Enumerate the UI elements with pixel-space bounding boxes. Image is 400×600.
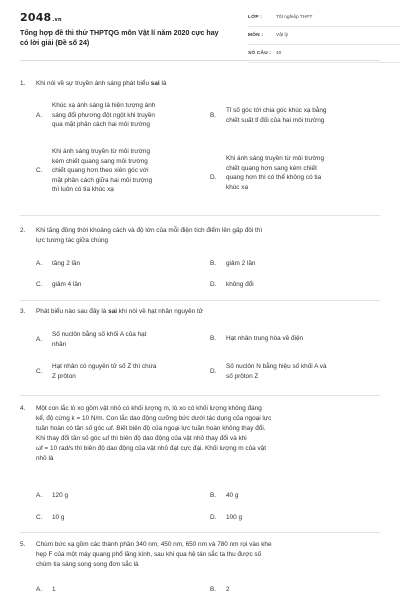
option-text xyxy=(52,147,217,195)
option-4b[interactable] xyxy=(210,491,380,501)
option-letter: C. xyxy=(36,281,43,288)
site-logo[interactable] xyxy=(20,11,62,24)
option-text xyxy=(226,334,378,344)
option-letter: A. xyxy=(36,260,43,267)
option-letter: D. xyxy=(210,514,217,521)
option-letter: D. xyxy=(210,174,217,182)
meta-value: Vật lý xyxy=(276,33,288,38)
question-text xyxy=(36,404,379,464)
option-3d[interactable] xyxy=(210,362,380,382)
option-letter: D. xyxy=(210,367,217,375)
meta-value: 40 xyxy=(276,51,282,56)
option-letter: B. xyxy=(210,335,217,342)
question-number: 3. xyxy=(20,308,26,315)
question-text-emphasis: sai xyxy=(108,308,118,315)
option-4d[interactable] xyxy=(210,513,380,523)
question-divider xyxy=(20,395,380,396)
option-2b[interactable] xyxy=(210,259,380,269)
question-text-part: Phát biểu nào sau đây là xyxy=(36,308,109,315)
option-text: 2 xyxy=(226,586,230,593)
question-line: hẹp F của một máy quang phổ lăng kính, sau khi qua hệ tán sắc ta thu được số xyxy=(36,551,262,558)
option-text xyxy=(226,106,384,125)
question-number: 4. xyxy=(20,405,26,412)
question-line: Một con lắc lò xo gồm vật nhỏ có khối lượng m, lò xo có khối lượng không đáng xyxy=(36,405,262,412)
option-line: Khi ánh sáng truyền từ môi trường xyxy=(52,148,151,155)
question-text-part: khi nói về hạt nhân nguyên tử xyxy=(117,308,204,315)
question-text-part: Khi nói về sự truyền ánh sáng phát biểu xyxy=(36,80,151,87)
logo-sub: .vn xyxy=(52,17,62,23)
option-line: Hạt nhân có nguyên tử số Z thì chứa xyxy=(52,363,157,370)
option-text: 1 xyxy=(52,586,56,593)
option-text xyxy=(226,154,384,192)
option-letter: C. xyxy=(36,514,43,521)
option-text xyxy=(52,362,204,381)
option-1c[interactable] xyxy=(36,147,216,203)
option-text: 120 g xyxy=(52,492,68,499)
logo-main: 2048 xyxy=(20,11,52,24)
meta-key: MÔN : xyxy=(248,33,264,38)
question-divider xyxy=(20,215,380,216)
option-letter: D. xyxy=(210,281,217,288)
option-text: không đổi xyxy=(226,281,254,288)
meta-row-count xyxy=(248,48,400,63)
question-number: 2. xyxy=(20,227,26,234)
question-line: lực tương tác giữa chúng xyxy=(36,237,109,244)
option-line: Khi ánh sáng truyền từ môi trường xyxy=(226,155,325,162)
option-4c[interactable] xyxy=(36,513,206,523)
option-letter: A. xyxy=(36,586,43,593)
question-line: Khi tăng đồng thời khoảng cách và độ lớn của mỗi điện tích điểm lên gấp đôi thì xyxy=(36,227,263,234)
meta-key: SỐ CÂU : xyxy=(248,51,272,56)
option-line: chiết suất tỉ đối của hai môi trường xyxy=(226,116,325,124)
option-line: số prôton Z xyxy=(226,372,259,380)
option-letter: A. xyxy=(36,335,43,343)
option-1b[interactable] xyxy=(210,106,382,136)
question-line: kể, độ cứng k = 10 N/m. Con lắc dao động cưỡng bức dưới tác dụng của ngoại lực xyxy=(36,415,272,422)
question-line: Chùm bức xạ gồm các thành phần 340 nm, 450 nm, 650 nm và 780 nm rọi vào khe xyxy=(36,541,272,548)
option-1a[interactable] xyxy=(36,101,216,141)
option-line: Hạt nhân trung hòa về điện xyxy=(226,335,304,342)
option-letter: A. xyxy=(36,492,43,499)
option-letter: B. xyxy=(210,111,217,119)
option-line: chiết quang hơn sang kém chiết xyxy=(226,164,317,172)
option-line: khúc xạ xyxy=(226,183,249,191)
meta-row-subject xyxy=(248,30,400,45)
option-line: quang hơn thì có thể không có tia xyxy=(226,174,322,182)
option-text: 10 g xyxy=(52,514,65,521)
option-3a[interactable] xyxy=(36,330,206,350)
question-text xyxy=(36,307,379,317)
option-line: Khúc xạ ánh sáng là hiện tượng ánh xyxy=(52,102,156,109)
option-2a[interactable] xyxy=(36,259,206,269)
option-1d[interactable] xyxy=(210,154,382,196)
option-text: giảm 4 lần xyxy=(52,281,82,288)
question-divider xyxy=(20,300,380,301)
option-letter: A. xyxy=(36,111,43,119)
question-text xyxy=(36,226,379,246)
option-line: thì luôn có tia khúc xạ xyxy=(52,186,114,194)
question-line: ωf = 10 rad/s thì biên độ dao động của vật nhỏ đạt cực đại. Khối lượng m của vật xyxy=(36,445,267,452)
option-text: 100 g xyxy=(226,514,242,521)
question-line: nhỏ là xyxy=(36,455,54,462)
option-letter: B. xyxy=(210,492,217,499)
option-line: mặt phân cách giữa hai môi trường xyxy=(52,176,153,184)
option-text: tăng 2 lần xyxy=(52,260,81,267)
option-line: qua mặt phân cách hai môi trường xyxy=(52,121,150,129)
option-5a[interactable] xyxy=(36,585,206,595)
option-letter: B. xyxy=(210,260,217,267)
option-line: Số nuclôn N bằng hiệu số khối A và xyxy=(226,363,327,370)
question-text-part: là xyxy=(159,80,167,87)
question-line: chùm tia sáng song song đơn sắc là xyxy=(36,561,139,568)
question-text xyxy=(36,540,379,570)
question-divider xyxy=(20,532,380,533)
option-3c[interactable] xyxy=(36,362,206,382)
option-line: sáng đổi phương đột ngột khi truyền xyxy=(52,111,155,119)
option-3b[interactable] xyxy=(210,334,380,344)
document-title-line: có lời giải (Đề số 24) xyxy=(20,39,90,47)
option-line: Z prôton xyxy=(52,372,76,380)
question-line: Khi thay đổi tần số góc ωf thì biên độ dao động của vật nhỏ thay đổi và khi xyxy=(36,435,247,442)
question-text xyxy=(36,79,379,89)
option-line: Số nuclôn bằng số khối A của hạt xyxy=(52,331,147,338)
option-letter: B. xyxy=(210,586,217,593)
option-line: nhân xyxy=(52,340,67,348)
option-5b[interactable] xyxy=(210,585,380,595)
document-header xyxy=(20,0,380,61)
document-title-line: Tổng hợp đề thi thử THPTQG môn Vật lí năm 2020 cực hay xyxy=(20,29,219,37)
question-text-emphasis: sai xyxy=(150,80,160,87)
document-title xyxy=(20,28,245,48)
option-text: 40 g xyxy=(226,492,239,499)
option-text: giảm 2 lần xyxy=(226,260,256,267)
option-line: Tỉ số góc tới chia góc khúc xạ bằng xyxy=(226,107,327,114)
option-letter: C. xyxy=(36,367,43,375)
meta-row-class xyxy=(248,12,400,27)
option-text xyxy=(52,330,204,349)
document-meta xyxy=(248,12,400,66)
option-text xyxy=(52,101,217,130)
option-line: kém chiết quang sang môi trường xyxy=(52,157,148,165)
question-line: tuần hoàn có tần số góc ωf. Biết biên độ của ngoại lực tuần hoàn không thay đổi. xyxy=(36,425,266,432)
meta-key: LỚP : xyxy=(248,15,263,20)
meta-value: Tốt nghiệp THPT xyxy=(276,15,313,20)
question-number: 1. xyxy=(20,80,26,87)
option-2d[interactable] xyxy=(210,280,380,290)
option-text xyxy=(226,362,378,381)
option-4a[interactable] xyxy=(36,491,206,501)
option-2c[interactable] xyxy=(36,280,206,290)
option-line: chiết quang hơn theo xiên góc với xyxy=(52,167,149,175)
question-number: 5. xyxy=(20,541,26,548)
option-letter: C. xyxy=(36,167,43,175)
